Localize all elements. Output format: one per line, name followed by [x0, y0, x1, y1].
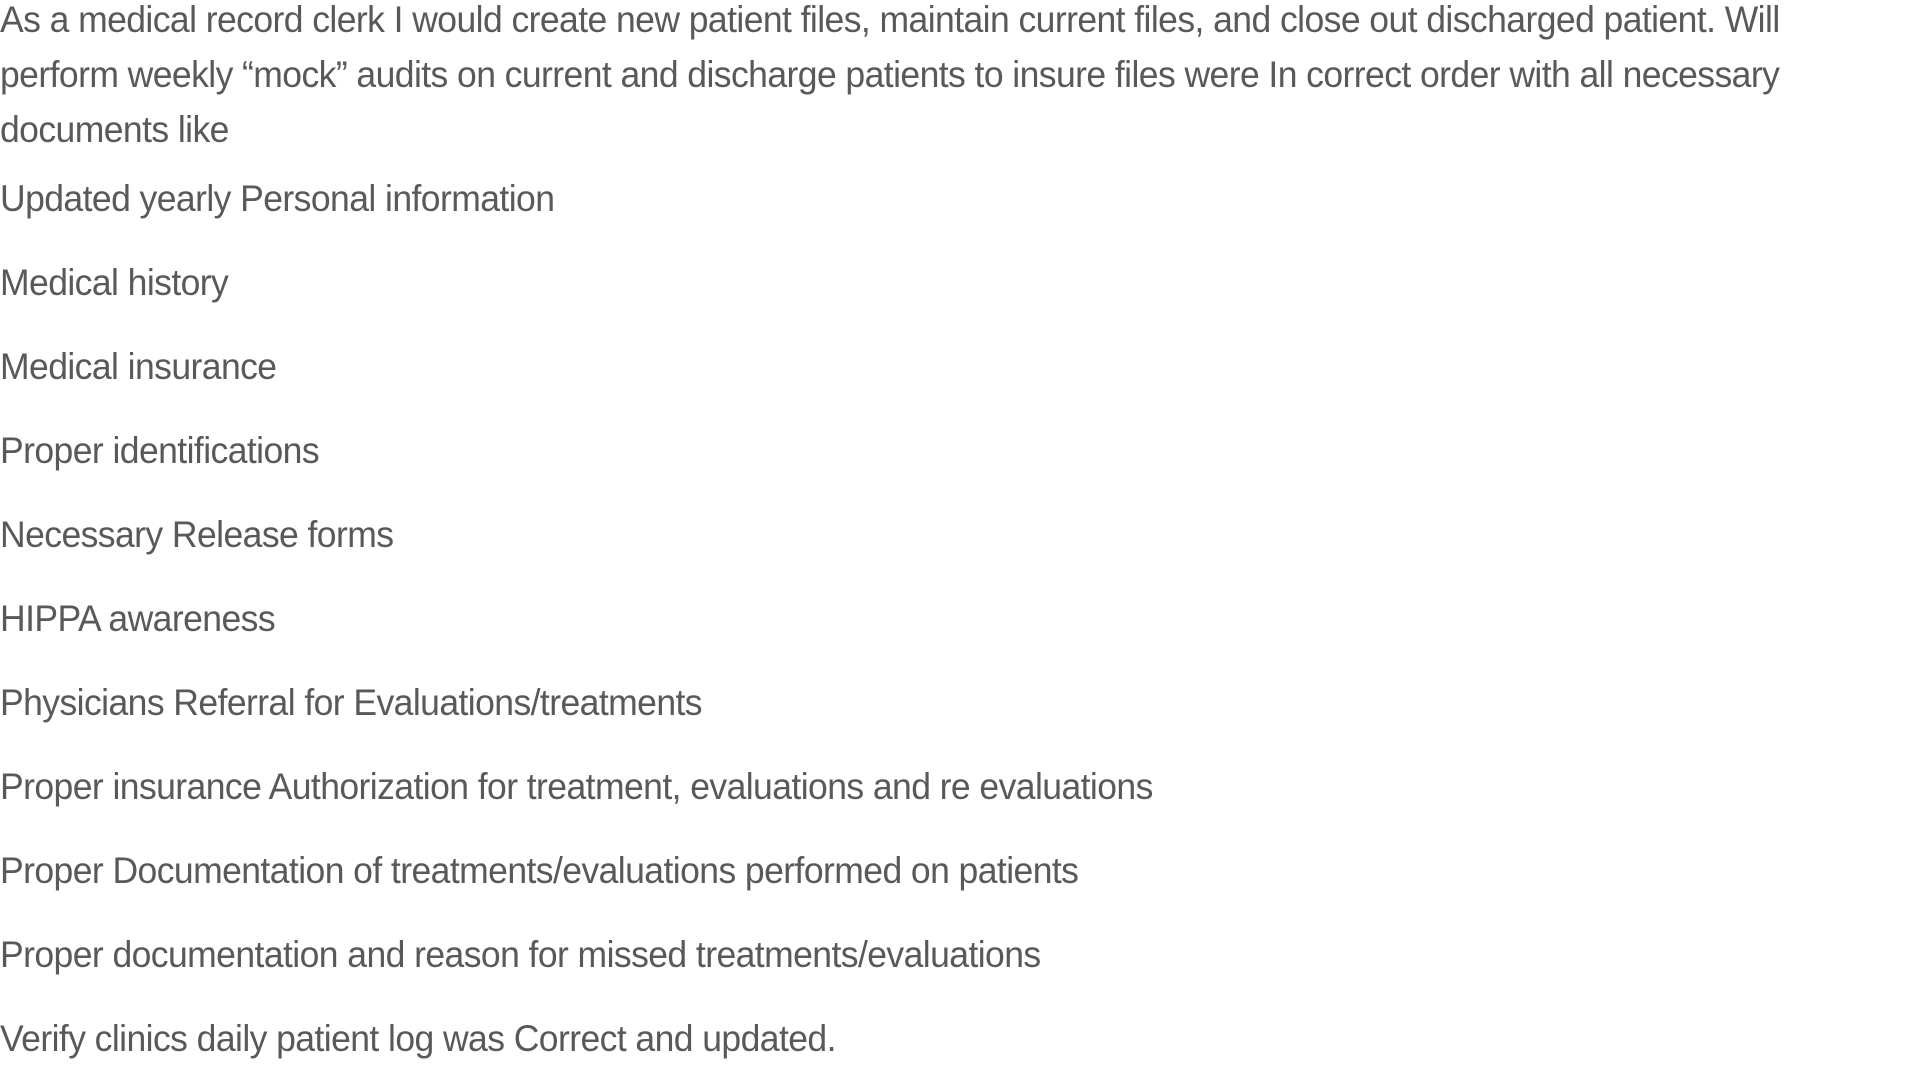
checklist-item-insurance-authorization: Proper insurance Authorization for treatment, evaluations and re evaluations [0, 766, 1153, 807]
document-checklist [0, 157, 1920, 1081]
checklist-item-medical-insurance: Medical insurance [0, 346, 277, 387]
checklist-item-medical-history: Medical history [0, 262, 229, 303]
checklist-item-missed-treatments: Proper documentation and reason for missed treatments/evaluations [0, 934, 1041, 975]
checklist-item-release-forms: Necessary Release forms [0, 514, 394, 555]
checklist-item-treatment-documentation: Proper Documentation of treatments/evaluations performed on patients [0, 850, 1079, 891]
intro-paragraph: As a medical record clerk I would create new patient files, maintain current files, and close out discharged patient. Will perform weekly “mock” audits on current and discharge patients to insure files were In correct order with all necessary documents like [0, 0, 1780, 150]
checklist-item-personal-information: Updated yearly Personal information [0, 178, 555, 219]
checklist-item-physician-referral: Physicians Referral for Evaluations/treatments [0, 682, 702, 723]
checklist-item-daily-patient-log: Verify clinics daily patient log was Correct and updated. [0, 1018, 836, 1059]
checklist-item-identifications: Proper identifications [0, 430, 320, 471]
checklist-item-hippa-awareness: HIPPA awareness [0, 598, 276, 639]
